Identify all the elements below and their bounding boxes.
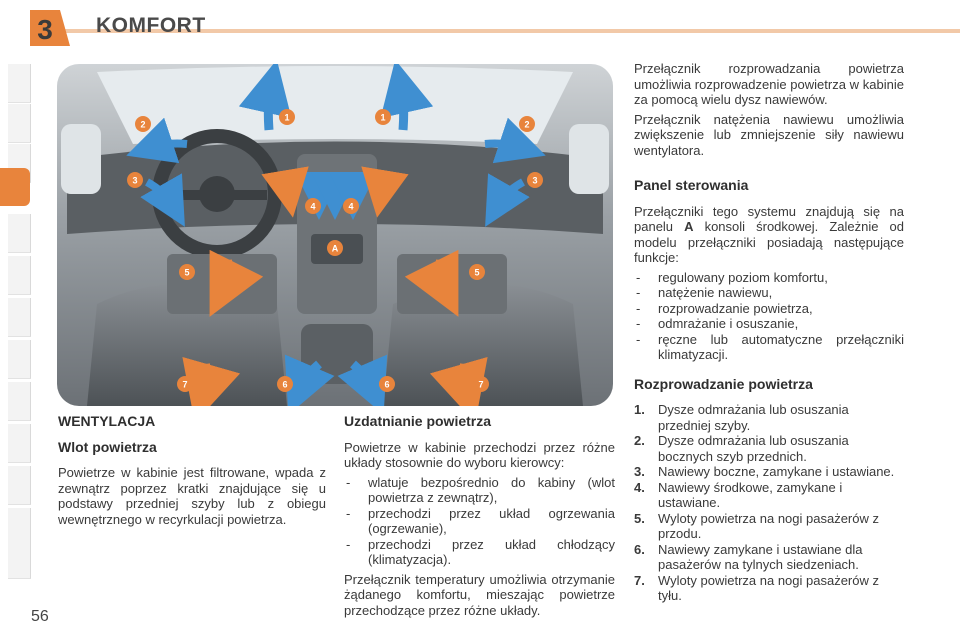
distribution-list (634, 402, 904, 604)
list-item: - wlatuje bezpośrednio do kabiny (wlot powietrza z zewnątrz), (344, 475, 615, 506)
svg-text:5: 5 (474, 267, 480, 278)
svg-text:4: 4 (348, 201, 354, 212)
page-number: 56 (31, 608, 49, 625)
middle-column (344, 414, 615, 618)
list-item: 5. Wyloty powietrza na nogi pasażerów z przodu. (634, 510, 879, 541)
left-column (58, 414, 326, 527)
chapter-tab[interactable] (8, 540, 31, 579)
svg-text:3: 3 (132, 175, 138, 186)
treatment-intro: Powietrze w kabinie przechodzi przez różne układy stosownie do wyboru kierowcy: (344, 439, 615, 470)
subheading-air-conditioning: Uzdatnianie powietrza (344, 413, 492, 429)
chapter-tab[interactable] (8, 466, 31, 505)
fan-speed-paragraph: Przełącznik natężenia nawiewu umożliwia zwiększenie lub zmniejszenie siły nawiewu wentylatora. (634, 111, 904, 158)
chapter-tab[interactable] (8, 340, 31, 379)
label-4-left (305, 198, 321, 214)
list-item: 4. Nawiewy środkowe, zamykane i ustawiane. (634, 479, 843, 510)
label-A (327, 240, 343, 256)
right-column (634, 61, 904, 604)
label-6-right (379, 376, 395, 392)
label-6-left (277, 376, 293, 392)
list-item: - przechodzi przez układ ogrzewania (ogrzewanie), (344, 506, 615, 537)
label-2-left (135, 116, 151, 132)
svg-text:2: 2 (524, 119, 530, 130)
list-item: - przechodzi przez układ chłodzący (klimatyzacja). (344, 537, 615, 568)
chapter-tab[interactable] (8, 298, 31, 337)
svg-text:7: 7 (182, 379, 188, 390)
label-7-left (177, 376, 193, 392)
chapter-tab-rail (0, 64, 32, 578)
temperature-paragraph: Przełącznik temperatury umożliwia otrzymanie żądanego komfortu, mieszając powietrze przechodzące przez różne układy. (344, 571, 615, 618)
chapter-tab[interactable] (8, 256, 31, 295)
subheading-air-distribution: Rozprowadzanie powietrza (634, 375, 813, 392)
label-1-right (375, 109, 391, 125)
label-5-right (469, 264, 485, 280)
svg-text:7: 7 (478, 379, 484, 390)
list-item: - odmrażanie i osuszanie, (634, 316, 904, 332)
svg-text:6: 6 (384, 379, 390, 390)
page-title: KOMFORT (96, 14, 206, 37)
list-item: - regulowany poziom komfortu, (634, 270, 904, 286)
chapter-tab[interactable] (8, 382, 31, 421)
chapter-tab-active[interactable] (0, 168, 30, 206)
svg-text:1: 1 (284, 112, 290, 123)
list-item: - rozprowadzanie powietrza, (634, 301, 904, 317)
list-item: 6. Nawiewy zamykane i ustawiane dla pasażerów na tylnych siedzeniach. (634, 541, 863, 572)
car-interior-illustration (57, 64, 613, 406)
svg-text:3: 3 (532, 175, 538, 186)
panel-functions-list (634, 270, 904, 363)
label-4-right (343, 198, 359, 214)
list-item: 3. Nawiewy boczne, zamykane i ustawiane. (634, 464, 895, 479)
chapter-tab[interactable] (8, 214, 31, 253)
section-heading-ventilation: WENTYLACJA (58, 413, 156, 429)
label-2-right (519, 116, 535, 132)
svg-text:6: 6 (282, 379, 288, 390)
chapter-tab[interactable] (8, 104, 31, 143)
list-item: - ręczne lub automatyczne przełączniki klimatyzacji. (634, 332, 904, 363)
label-7-right (473, 376, 489, 392)
subheading-air-intake: Wlot powietrza (58, 438, 157, 455)
distribution-switch-paragraph: Przełącznik rozprowadzania powietrza umożliwia rozprowadzenie powietrza w kabinie za pomocą wielu dysz nawiewów. (634, 61, 904, 107)
label-5-left (179, 264, 195, 280)
label-3-right (527, 172, 543, 188)
label-1-left (279, 109, 295, 125)
list-item: - natężenie nawiewu, (634, 285, 904, 301)
svg-text:2: 2 (140, 119, 146, 130)
svg-text:5: 5 (184, 267, 190, 278)
panel-letter: A (684, 219, 694, 234)
svg-text:4: 4 (310, 201, 316, 212)
chapter-tab[interactable] (8, 424, 31, 463)
panel-intro: Przełączniki tego systemu znajdują się na panelu A konsoli środkowej. Zależnie od modelu przełączniki posiadają następujące funkcje: (634, 203, 904, 265)
chapter-badge (26, 6, 72, 52)
label-3-left (127, 172, 143, 188)
air-intake-paragraph: Powietrze w kabinie jest filtrowane, wpada z zewnątrz poprzez kratki znajdujące się u podstawy przedniej szyby lub z obiegu wewnętrznego w recyrkulacji powietrza. (58, 465, 326, 527)
chapter-number: 3 (37, 14, 53, 45)
svg-text:1: 1 (380, 112, 386, 123)
list-item: 1. Dysze odmrażania lub osuszania przedniej szyby. (634, 402, 849, 433)
svg-text:A: A (331, 243, 339, 254)
treatment-list (344, 475, 615, 568)
list-item: 7. Wyloty powietrza na nogi pasażerów z tyłu. (634, 572, 879, 603)
subheading-control-panel: Panel sterowania (634, 177, 749, 193)
list-item: 2. Dysze odmrażania lub osuszania bocznych szyb przednich. (634, 433, 849, 464)
chapter-tab[interactable] (8, 64, 31, 103)
